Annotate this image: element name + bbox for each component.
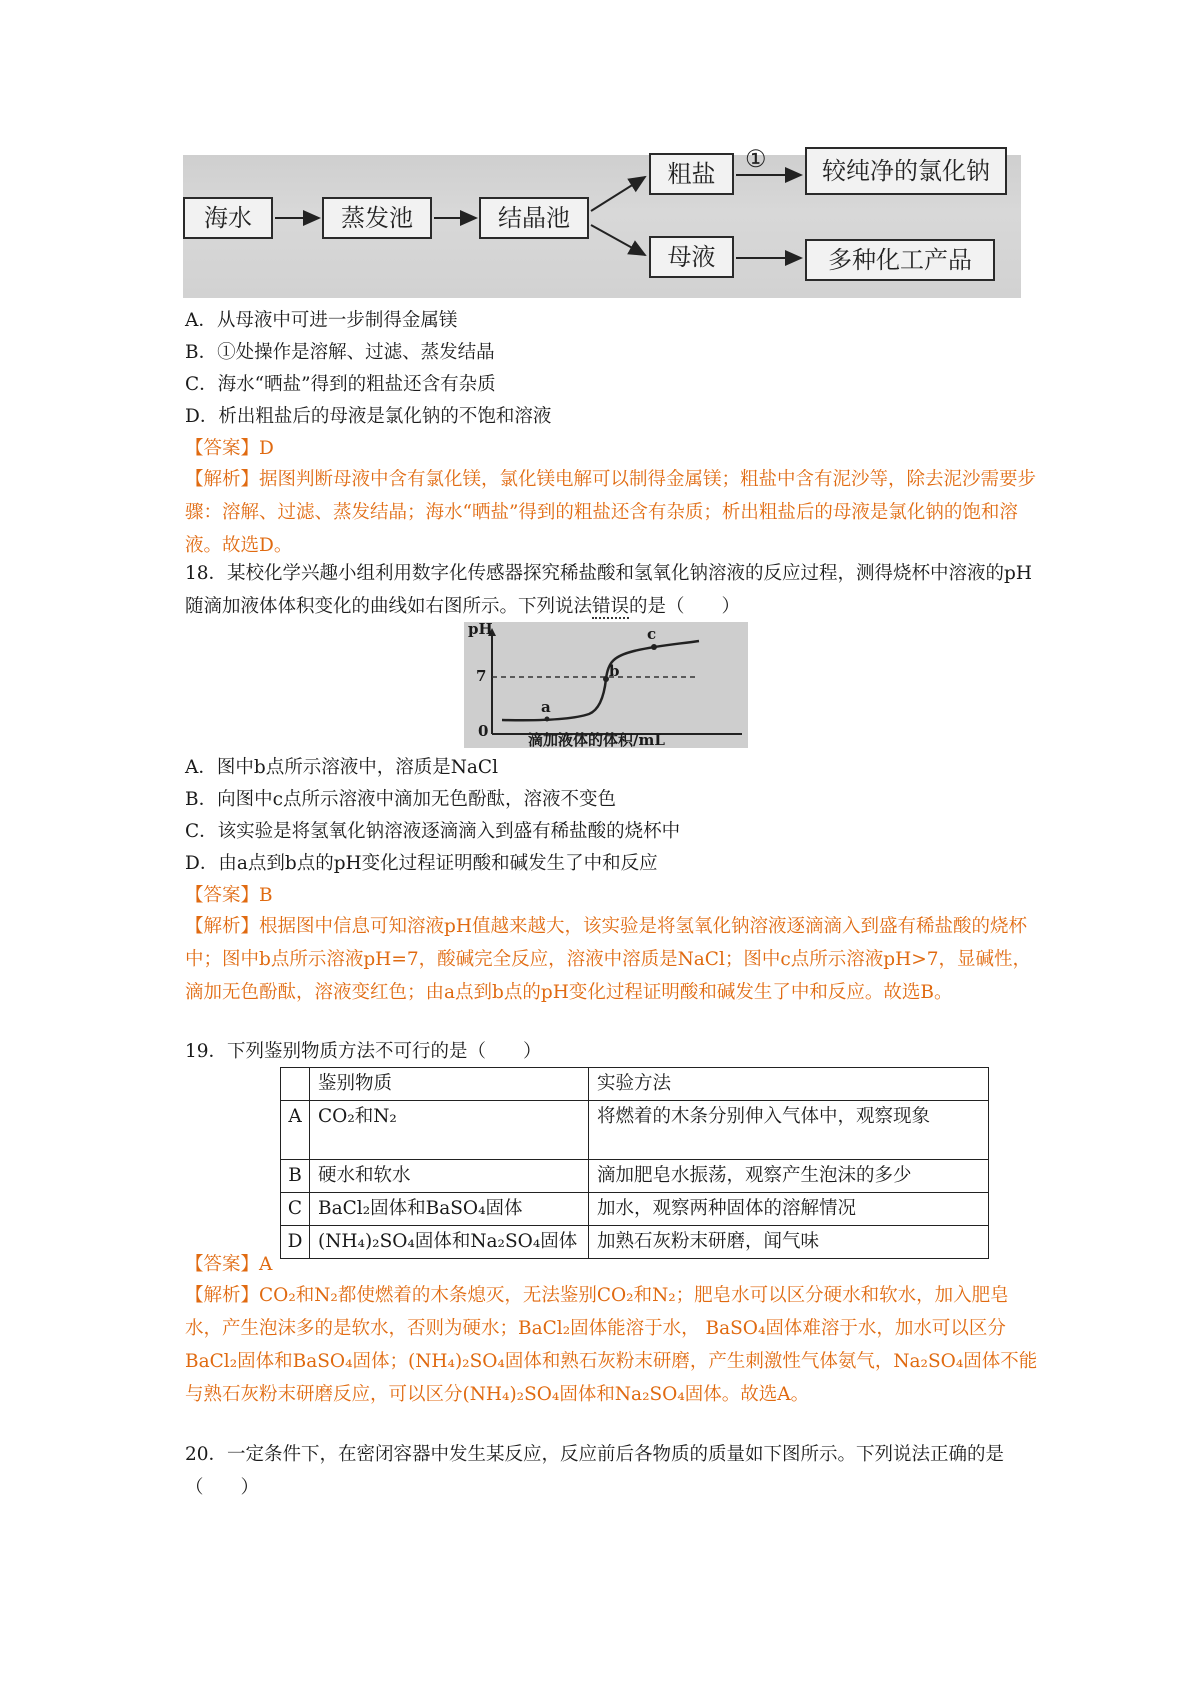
q18-answer: 【答案】B	[185, 885, 273, 906]
row-method: 加熟石灰粉末研磨，闻气味	[589, 1226, 989, 1259]
ph-curve-figure	[464, 622, 748, 748]
q17-option-b: B．①处操作是溶解、过滤、蒸发结晶	[185, 342, 495, 363]
q17-option-d: D．析出粗盐后的母液是氯化钠的不饱和溶液	[185, 406, 552, 427]
chart-tick-7: 7	[476, 667, 487, 685]
chart-point-c: c	[647, 625, 657, 643]
flow-box-crude-salt: 粗盐	[649, 153, 734, 195]
row-substances: (NH₄)₂SO₄固体和Na₂SO₄固体	[310, 1226, 589, 1259]
q19-analysis: 【解析】CO₂和N₂都使燃着的木条熄灭，无法鉴别CO₂和N₂；肥皂水可以区分硬水和软水，加入肥皂水，产生泡沫多的是软水，否则为硬水；BaCl₂固体能溶于水， BaSO₄固体难溶于水，加水可以区分BaCl₂固体和BaSO₄固体；(NH₄)₂SO₄固体和熟石灰粉末研磨，产生刺激性气体氨气，Na₂SO₄固体不能与熟石灰粉末研磨反应，可以区分(NH₄)₂SO₄固体和Na₂SO₄固体。故选A。	[185, 1285, 1038, 1405]
table-row	[281, 1101, 989, 1160]
q18-stem-part-b: 的是（ ）	[629, 596, 741, 617]
sea-salt-flow-diagram	[183, 145, 1021, 298]
q17-option-c: C．海水“晒盐”得到的粗盐还含有杂质	[185, 374, 496, 395]
point-c-dot	[651, 644, 657, 650]
q18-stem	[185, 557, 1045, 623]
row-substances: 硬水和软水	[310, 1160, 589, 1193]
q18-option-b: B．向图中c点所示溶液中滴加无色酚酞，溶液不变色	[185, 789, 616, 810]
chart-origin: 0	[478, 722, 489, 740]
q19-answer: 【答案】A	[185, 1254, 273, 1275]
step-marker-circle-1: ①	[745, 145, 767, 173]
row-substances: CO₂和N₂	[310, 1101, 589, 1160]
q18-stem-part-a: 18．某校化学兴趣小组利用数字化传感器探究稀盐酸和氢氧化钠溶液的反应过程，测得烧杯中溶液的pH随滴加液体体积变化的曲线如右图所示。下列说法	[185, 563, 1033, 617]
row-letter: D	[281, 1226, 310, 1259]
table-header-cell: 鉴别物质	[310, 1068, 589, 1101]
row-method: 滴加肥皂水振荡，观察产生泡沫的多少	[589, 1160, 989, 1193]
q19-table	[280, 1067, 989, 1259]
q18-option-a: A．图中b点所示溶液中，溶质是NaCl	[185, 757, 498, 778]
row-substances: BaCl₂固体和BaSO₄固体	[310, 1193, 589, 1226]
table-header-cell: 实验方法	[589, 1068, 989, 1101]
chart-xlabel: 滴加液体的体积/mL	[528, 731, 665, 749]
row-letter: B	[281, 1160, 310, 1193]
row-method: 将燃着的木条分别伸入气体中，观察现象	[589, 1101, 989, 1160]
point-a-dot	[545, 717, 550, 722]
flow-arrows	[183, 155, 1021, 298]
chart-point-b: b	[609, 662, 620, 680]
q18-stem-emphasis: 错误	[592, 596, 630, 617]
table-row	[281, 1226, 989, 1259]
chart-point-a: a	[541, 698, 551, 716]
q19-stem: 19．下列鉴别物质方法不可行的是（ ）	[185, 1041, 542, 1062]
flow-box-seawater: 海水	[183, 197, 273, 239]
q17-option-a: A．从母液中可进一步制得金属镁	[185, 310, 458, 331]
row-letter: C	[281, 1193, 310, 1226]
flow-box-chemical-products: 多种化工产品	[805, 239, 995, 281]
table-header-cell	[281, 1068, 310, 1101]
chart-ylabel: pH	[468, 620, 493, 638]
flow-box-crystallization-pond: 结晶池	[479, 197, 589, 239]
table-row	[281, 1160, 989, 1193]
q18-option-c: C．该实验是将氢氧化钠溶液逐滴滴入到盛有稀盐酸的烧杯中	[185, 821, 681, 842]
q17-answer: 【答案】D	[185, 438, 274, 459]
q17-analysis: 【解析】据图判断母液中含有氯化镁，氯化镁电解可以制得金属镁；粗盐中含有泥沙等，除去泥沙需要步骤：溶解、过滤、蒸发结晶；海水“晒盐”得到的粗盐还含有杂质；析出粗盐后的母液是氯化钠的饱和溶液。故选D。	[185, 469, 1037, 556]
row-method: 加水，观察两种固体的溶解情况	[589, 1193, 989, 1226]
ph-curve	[502, 641, 699, 720]
flow-box-evaporation-pond: 蒸发池	[322, 197, 432, 239]
q18-option-d: D．由a点到b点的pH变化过程证明酸和碱发生了中和反应	[185, 853, 658, 874]
flow-box-mother-liquor: 母液	[649, 236, 734, 278]
flow-box-pure-nacl: 较纯净的氯化钠	[805, 147, 1007, 195]
row-letter: A	[281, 1101, 310, 1160]
q18-analysis: 【解析】根据图中信息可知溶液pH值越来越大，该实验是将氢氧化钠溶液逐滴滴入到盛有稀盐酸的烧杯中；图中b点所示溶液pH=7，酸碱完全反应，溶液中溶质是NaCl；图中c点所示溶液pH>7，显碱性，滴加无色酚酞，溶液变红色；由a点到b点的pH变化过程证明酸和碱发生了中和反应。故选B。	[185, 916, 1031, 1003]
table-header-row	[281, 1068, 989, 1101]
table-row	[281, 1193, 989, 1226]
q20-stem: 20．一定条件下，在密闭容器中发生某反应，反应前后各物质的质量如下图所示。下列说法正确的是（ ）	[185, 1444, 1005, 1498]
ph-curve-chart	[464, 622, 748, 748]
